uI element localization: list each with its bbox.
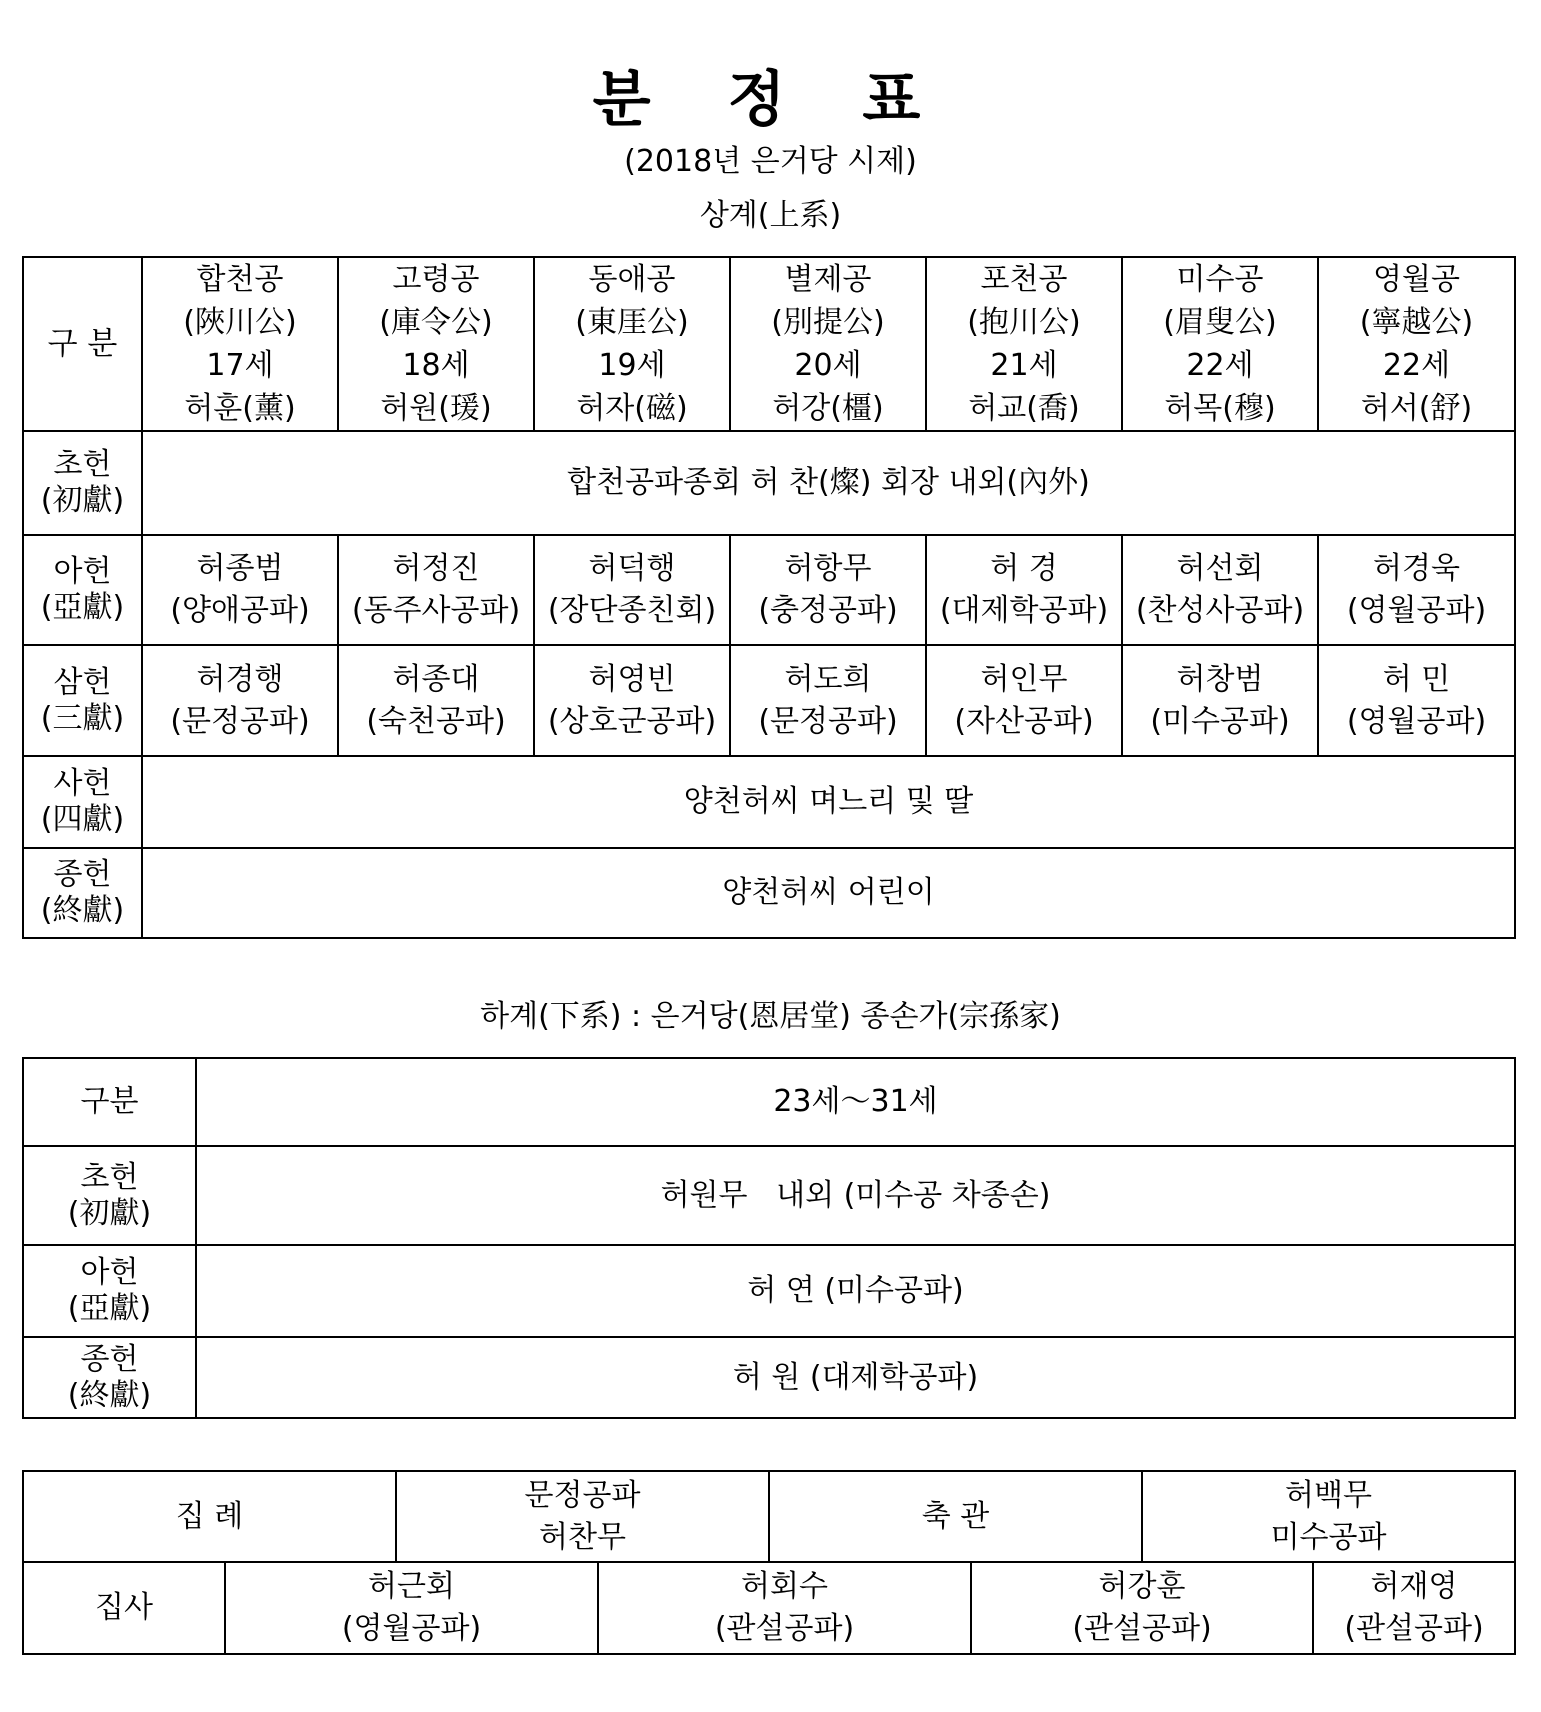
- lower-header-label: 구분: [23, 1058, 196, 1146]
- jonghun-value: 양천허씨 어린이: [142, 848, 1515, 938]
- participant-cell: 허창범 (미수공파): [1122, 645, 1318, 756]
- page-title: 분 정 표: [592, 65, 949, 135]
- participant-cell: 허도희 (문정공파): [730, 645, 926, 756]
- generation-cell: 동애공 (東厓公) 19세 허자(磁): [534, 257, 730, 431]
- generation-cell: 합천공 (陜川公) 17세 허훈(薰): [142, 257, 338, 431]
- row-label: 종헌 (終獻): [23, 1337, 196, 1418]
- participant-cell: 허경행 (문정공파): [142, 645, 338, 756]
- participant-cell: 허선회 (찬성사공파): [1122, 535, 1318, 645]
- generation-cell: 포천공 (抱川公) 21세 허교(喬): [926, 257, 1122, 431]
- participant-cell: 허항무 (충정공파): [730, 535, 926, 645]
- generation-cell: 고령공 (庫令公) 18세 허원(瑗): [338, 257, 534, 431]
- jipsa-cell: 허강훈 (관설공파): [971, 1562, 1313, 1654]
- lower-ahun-value: 허 연 (미수공파): [196, 1245, 1515, 1337]
- lower-jonghun-row: [23, 1337, 1515, 1418]
- lower-chohun-value: 허원무 내외 (미수공 차종손): [196, 1146, 1515, 1245]
- row-label: 종헌 (終獻): [23, 848, 142, 938]
- participant-cell: 허종범 (양애공파): [142, 535, 338, 645]
- generation-cell: 미수공 (眉叟公) 22세 허목(穆): [1122, 257, 1318, 431]
- lower-chohun-row: [23, 1146, 1515, 1245]
- jipsa-cell: 허회수 (관설공파): [598, 1562, 971, 1654]
- sahun-value: 양천허씨 며느리 및 딸: [142, 756, 1515, 848]
- row-label: 아헌 (亞獻): [23, 535, 142, 645]
- participant-cell: 허덕행 (장단종친회): [534, 535, 730, 645]
- jipsa-label: 집사: [23, 1562, 225, 1654]
- participant-cell: 허종대 (숙천공파): [338, 645, 534, 756]
- jipsa-cell: 허재영 (관설공파): [1313, 1562, 1515, 1654]
- chohun-value: 합천공파종회 허 찬(燦) 회장 내외(內外): [142, 431, 1515, 535]
- generation-cell: 별제공 (別提公) 20세 허강(橿): [730, 257, 926, 431]
- upper-header-label: 구 분: [23, 257, 142, 431]
- lower-ahun-row: [23, 1245, 1515, 1337]
- lower-header-row: [23, 1058, 1515, 1146]
- upper-header-row: [23, 257, 1515, 431]
- row-label: 초헌 (初獻): [23, 1146, 196, 1245]
- upper-chohun-row: [23, 431, 1515, 535]
- upper-table: [22, 256, 1516, 939]
- jipsa-cell: 허근회 (영월공파): [225, 1562, 598, 1654]
- lower-header-value: 23세～31세: [196, 1058, 1515, 1146]
- upper-ahun-row: [23, 535, 1515, 645]
- lower-jonghun-value: 허 원 (대제학공파): [196, 1337, 1515, 1418]
- participant-cell: 허인무 (자산공파): [926, 645, 1122, 756]
- row-label: 삼헌 (三獻): [23, 645, 142, 756]
- staff-jipsa-row: [23, 1562, 1515, 1654]
- upper-section-label: 상계(上系): [699, 198, 842, 233]
- upper-sahun-row: [23, 756, 1515, 848]
- participant-cell: 허 민 (영월공파): [1318, 645, 1515, 756]
- chukgwan-label: 축 관: [769, 1471, 1142, 1562]
- participant-cell: 허영빈 (상호군공파): [534, 645, 730, 756]
- participant-cell: 허정진 (동주사공파): [338, 535, 534, 645]
- page-subtitle: (2018년 은거당 시제): [624, 144, 917, 179]
- staff-table: [22, 1470, 1516, 1655]
- upper-jonghun-row: [23, 848, 1515, 938]
- jiprye-label: 집 례: [23, 1471, 396, 1562]
- staff-top-row: [23, 1471, 1515, 1562]
- upper-samhun-row: [23, 645, 1515, 756]
- participant-cell: 허 경 (대제학공파): [926, 535, 1122, 645]
- jiprye-value: 문정공파 허찬무: [396, 1471, 769, 1562]
- row-label: 초헌 (初獻): [23, 431, 142, 535]
- row-label: 사헌 (四獻): [23, 756, 142, 848]
- participant-cell: 허경욱 (영월공파): [1318, 535, 1515, 645]
- row-label: 아헌 (亞獻): [23, 1245, 196, 1337]
- lower-table: [22, 1057, 1516, 1419]
- lower-section-label: 하계(下系) : 은거당(恩居堂) 종손가(宗孫家): [480, 999, 1061, 1034]
- chukgwan-value: 허백무 미수공파: [1142, 1471, 1515, 1562]
- generation-cell: 영월공 (寧越公) 22세 허서(舒): [1318, 257, 1515, 431]
